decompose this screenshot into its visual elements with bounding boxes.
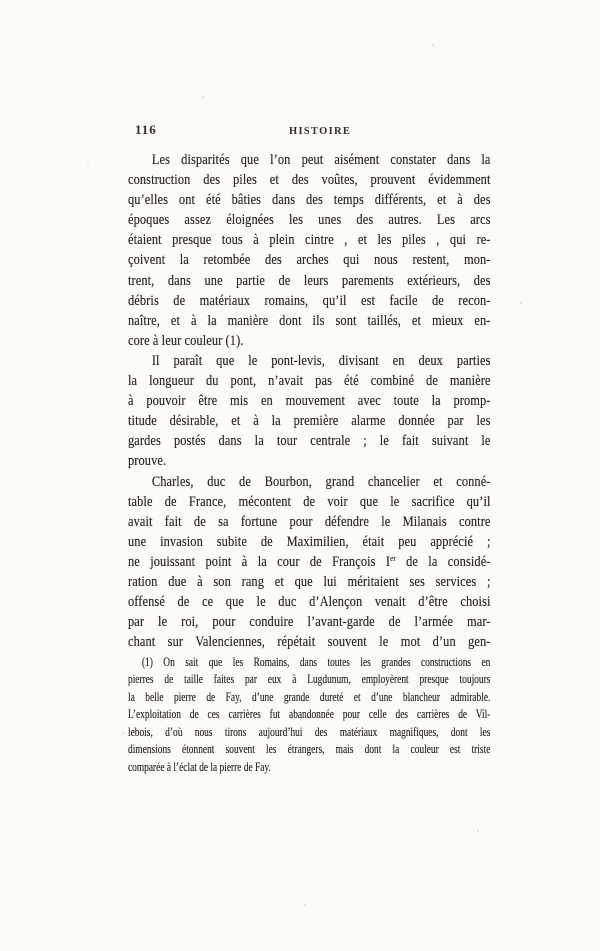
footnote-line: (1) On sait que les Romains, dans toutes les grandes constructions en	[141, 655, 491, 669]
text-line: titude désirable, et à la première alarme donnée par les	[128, 413, 491, 430]
text-line: qu’elles ont été bâties dans des temps différents, et à des	[128, 192, 491, 209]
main-text	[128, 150, 554, 652]
text-line: ration due à son rang et que lui méritaient ses services ;	[128, 573, 491, 590]
text-line: une invasion subite de Maximilien, était peu apprécié ;	[128, 533, 491, 550]
text-line: çoivent la retombée des arches qui nous restent, mon-	[128, 252, 491, 269]
text-line: trent, dans une partie de leurs parements extérieurs, des	[128, 272, 491, 289]
footnote-line: la belle pierre de Fay, d’une grande dureté et d’une blancheur admirable.	[128, 689, 491, 704]
text-line: construction des piles et des voûtes, prouvent évidemment	[128, 172, 491, 189]
text-line: chant sur Valenciennes, répétait souvent le mot d’un gen-	[128, 634, 491, 651]
paragraph	[128, 472, 554, 653]
text-line: à pouvoir être mis en mouvement avec toute la promp-	[128, 393, 491, 410]
footnote-line: comparée à l’éclat de la pierre de Fay.	[128, 759, 271, 774]
footnote-line: dimensions étonnent souvent les étrangers, mais dont la couleur est triste	[128, 742, 491, 757]
running-title: HISTOIRE	[289, 126, 352, 137]
footnote-line: L’exploitation de ces carrières fut abandonnée pour celle des carrières de Vil-	[128, 707, 491, 722]
text-line: par le roi, pour conduire l’avant-garde de l’armée mar-	[128, 614, 491, 631]
text-line: époques assez éloignées les unes des autres. Les arcs	[128, 212, 491, 229]
page-number: 116	[135, 122, 157, 137]
text-line: débris de matériaux romains, qu’il est facile de recon-	[128, 292, 491, 309]
paragraph	[128, 150, 554, 351]
footnote	[128, 654, 598, 776]
text-line: core à leur couleur (1).	[128, 332, 244, 349]
text-line: naître, et à la manière dont ils sont taillés, et mieux en-	[128, 312, 491, 329]
text-line: avait fait de sa fortune pour défendre le Milanais contre	[128, 513, 491, 530]
text-line	[128, 552, 491, 572]
superscript-ordinal: er	[390, 552, 396, 563]
paragraph	[128, 351, 554, 472]
text-line: la longueur du pont, n’avait pas été combiné de manière	[128, 373, 491, 390]
text-line: étaient presque tous à plein cintre , et les piles , qui re-	[128, 232, 491, 249]
footnote-line: pierres de taille faites par eux à Lugdunum, employèrent presque toujours	[128, 672, 491, 687]
text-line: offensé de ce que le duc d’Alençon venait d’être choisi	[128, 594, 491, 611]
text-line: gardes postés dans la tour centrale ; le fait suivant le	[128, 433, 491, 450]
text-line: Il paraît que le pont-levis, divisant en deux parties	[151, 352, 491, 369]
text-line: table de France, mécontent de voir que le sacrifice qu’il	[128, 493, 491, 510]
text-line: Charles, duc de Bourbon, grand chancelier et conné-	[151, 473, 491, 490]
footnote-line: lebois, d’où nous tirons aujourd’hui des matériaux magnifiques, dont les	[128, 724, 491, 739]
text-line: prouve.	[128, 453, 167, 470]
text-line: Les disparités que l’on peut aisément constater dans la	[151, 152, 491, 168]
text-segment: de la considé-	[395, 553, 491, 570]
text-segment: ne jouissant point à la cour de François I	[128, 553, 391, 570]
